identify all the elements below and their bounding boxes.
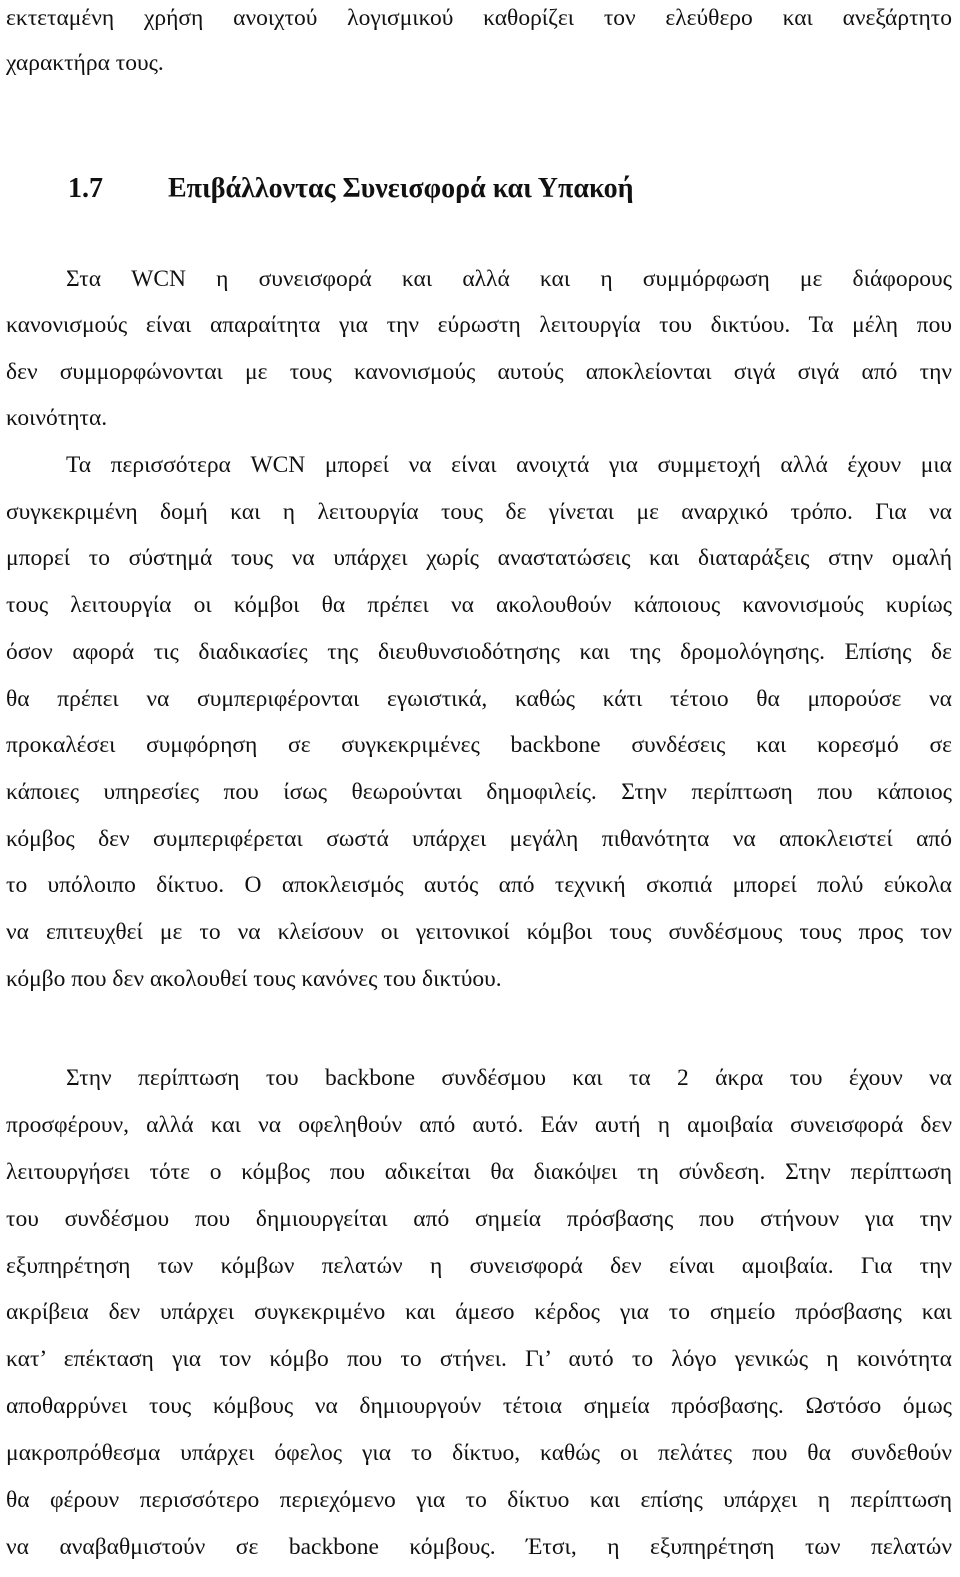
section-number: 1.7: [68, 173, 103, 204]
paragraph-line: το υπόλοιπο δίκτυο. Ο αποκλεισμός αυτός από τεχνική σκοπιά μπορεί πολύ εύκολα: [6, 872, 952, 898]
paragraph-line: τους λειτουργία οι κόμβοι θα πρέπει να ακολουθούν κάποιους κανονισμούς κυρίως: [6, 592, 952, 618]
paragraph-line: δεν συμμορφώνονται με τους κανονισμούς αυτούς αποκλείονται σιγά σιγά από την: [6, 359, 952, 385]
paragraph-line: όσον αφορά τις διαδικασίες της διευθυνσιοδότησης και της δρομολόγησης. Επίσης δε: [6, 639, 952, 665]
intro-line: χαρακτήρα τους.: [6, 50, 164, 76]
paragraph-line: Στα WCN η συνεισφορά και αλλά και η συμμόρφωση με διάφορους: [66, 266, 952, 292]
paragraph-line: λειτουργήσει τότε ο κόμβος που αδικείται θα διακόψει τη σύνδεση. Στην περίπτωση: [6, 1159, 952, 1185]
paragraph-line: κάποιες υπηρεσίες που ίσως θεωρούνται δημοφιλείς. Στην περίπτωση που κάποιος: [6, 779, 952, 805]
paragraph-line: κανονισμούς είναι απαραίτητα για την εύρωστη λειτουργία του δικτύου. Τα μέλη που: [6, 312, 952, 338]
paragraph-line: να επιτευχθεί με το να κλείσουν οι γειτονικοί κόμβοι τους συνδέσμους τους προς τον: [6, 919, 952, 945]
intro-line: εκτεταμένη χρήση ανοιχτού λογισμικού καθορίζει τον ελεύθερο και ανεξάρτητο: [6, 5, 952, 31]
paragraph-line: του συνδέσμου που δημιουργείται από σημεία πρόσβασης που στήνουν για την: [6, 1206, 952, 1232]
section-title: Επιβάλλοντας Συνεισφορά και Υπακοή: [168, 173, 634, 204]
paragraph-line: αποθαρρύνει τους κόμβους να δημιουργούν τέτοια σημεία πρόσβασης. Ωστόσο όμως: [6, 1393, 952, 1419]
paragraph-line: προσφέρουν, αλλά και να οφεληθούν από αυτό. Εάν αυτή η αμοιβαία συνεισφορά δεν: [6, 1112, 952, 1138]
paragraph-line: συγκεκριμένη δομή και η λειτουργία τους δε γίνεται με αναρχικό τρόπο. Για να: [6, 499, 952, 525]
paragraph-line: προκαλέσει συμφόρηση σε συγκεκριμένες backbone συνδέσεις και κορεσμό σε: [6, 732, 952, 758]
paragraph-line: μπορεί το σύστημά τους να υπάρχει χωρίς αναστατώσεις και διαταράξεις στην ομαλή: [6, 545, 952, 571]
section-heading: [68, 172, 634, 206]
paragraph-line: Τα περισσότερα WCN μπορεί να είναι ανοιχτά για συμμετοχή αλλά έχουν μια: [66, 452, 952, 478]
paragraph-line: θα φέρουν περισσότερο περιεχόμενο για το δίκτυο και επίσης υπάρχει η περίπτωση: [6, 1487, 952, 1513]
paragraph-line: θα πρέπει να συμπεριφέρονται εγωιστικά, καθώς κάτι τέτοιο θα μπορούσε να: [6, 686, 952, 712]
paragraph-line: κατ’ επέκταση για τον κόμβο που το στήνει. Γι’ αυτό το λόγο γενικώς η κοινότητα: [6, 1346, 952, 1372]
paragraph-line: κόμβος δεν συμπεριφέρεται σωστά υπάρχει μεγάλη πιθανότητα να αποκλειστεί από: [6, 826, 952, 852]
paragraph-line: κόμβο που δεν ακολουθεί τους κανόνες του δικτύου.: [6, 966, 502, 992]
paragraph-line: Στην περίπτωση του backbone συνδέσμου και τα 2 άκρα του έχουν να: [66, 1065, 952, 1091]
paragraph-line: εξυπηρέτηση των κόμβων πελατών η συνεισφορά δεν είναι αμοιβαία. Για την: [6, 1253, 952, 1279]
paragraph-line: κοινότητα.: [6, 405, 108, 431]
paragraph-line: να αναβαθμιστούν σε backbone κόμβους. Έτσι, η εξυπηρέτηση των πελατών: [6, 1534, 952, 1560]
paragraph-line: μακροπρόθεσμα υπάρχει όφελος για το δίκτυο, καθώς οι πελάτες που θα συνδεθούν: [6, 1440, 952, 1466]
paragraph-line: ακρίβεια δεν υπάρχει συγκεκριμένο και άμεσο κέρδος για το σημείο πρόσβασης και: [6, 1299, 952, 1325]
